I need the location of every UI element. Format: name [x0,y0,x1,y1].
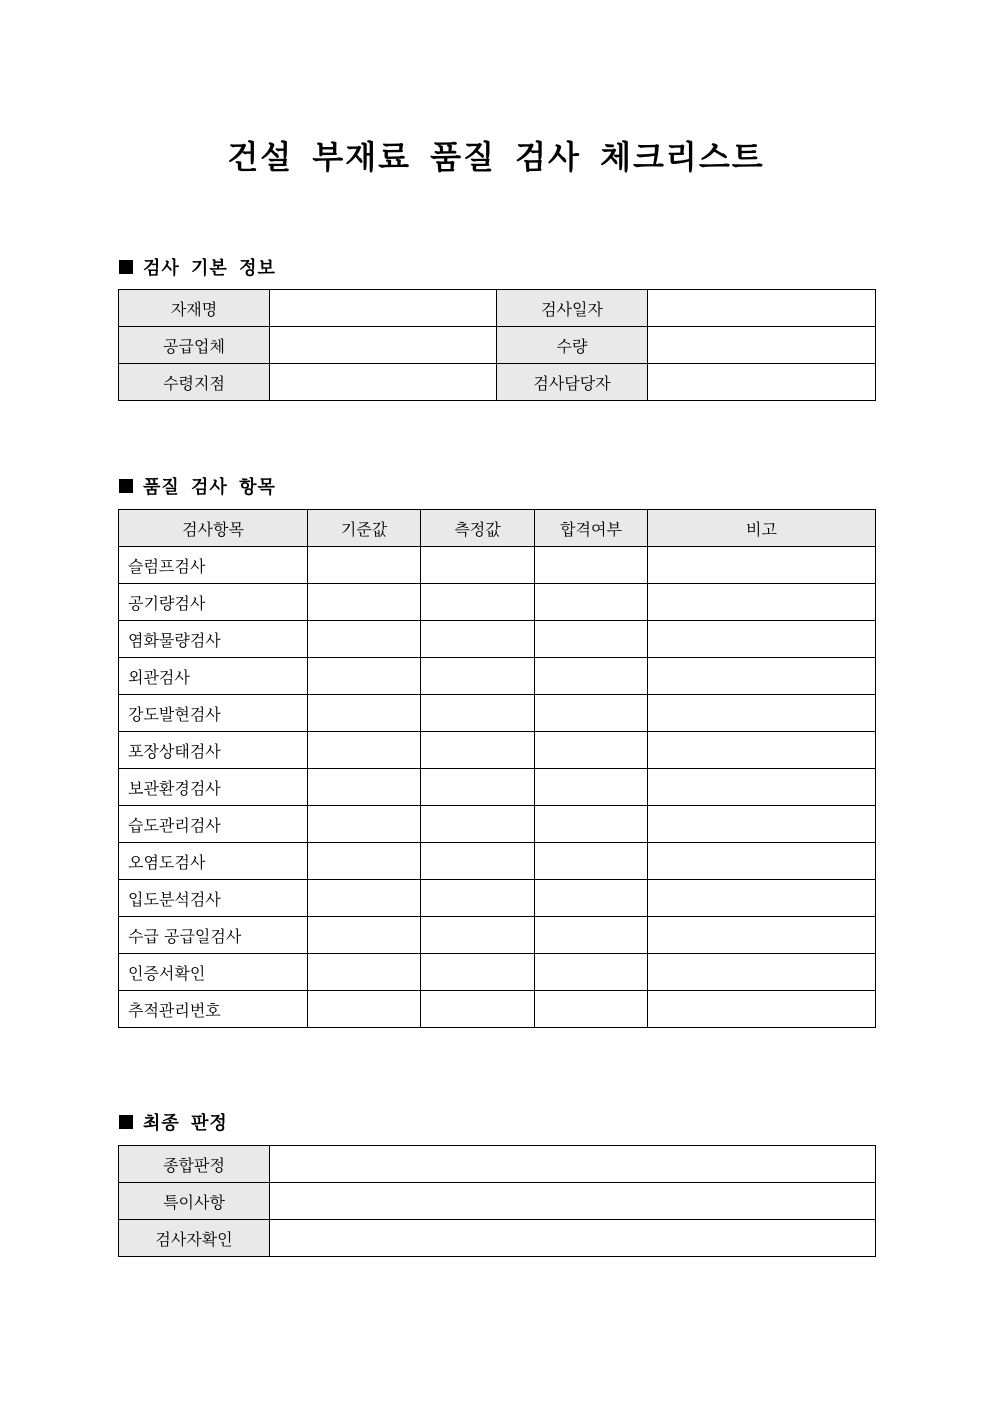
square-bullet-icon [119,260,133,274]
standard-value-cell[interactable] [308,806,421,843]
basic-info-table [118,289,876,401]
pass-fail-cell[interactable] [535,843,648,880]
table-row [119,1220,876,1257]
standard-value-cell[interactable] [308,584,421,621]
pass-fail-cell[interactable] [535,806,648,843]
field-label: 종합판정 [119,1146,270,1183]
note-cell[interactable] [648,991,876,1028]
measured-value-cell[interactable] [421,732,535,769]
table-row [119,954,876,991]
pass-fail-cell[interactable] [535,991,648,1028]
standard-value-cell[interactable] [308,658,421,695]
table-row [119,917,876,954]
pass-fail-cell[interactable] [535,547,648,584]
inspection-item-label: 오염도검사 [119,843,308,880]
inspection-item-label: 공기량검사 [119,584,308,621]
section-heading-label: 최종 판정 [143,1113,228,1134]
table-row [119,991,876,1028]
standard-value-cell[interactable] [308,769,421,806]
square-bullet-icon [119,1115,133,1129]
section-heading-label: 품질 검사 항목 [143,477,276,498]
note-cell[interactable] [648,621,876,658]
measured-value-cell[interactable] [421,954,535,991]
note-cell[interactable] [648,843,876,880]
table-row [119,658,876,695]
table-row [119,732,876,769]
table-row [119,364,876,401]
overall-judgment-field[interactable] [270,1146,876,1183]
field-label: 특이사항 [119,1183,270,1220]
final-judgment-table [118,1145,876,1257]
pass-fail-cell[interactable] [535,621,648,658]
measured-value-cell[interactable] [421,917,535,954]
table-row [119,547,876,584]
standard-value-cell[interactable] [308,917,421,954]
table-row [119,880,876,917]
measured-value-cell[interactable] [421,695,535,732]
table-row [119,843,876,880]
note-cell[interactable] [648,954,876,991]
measured-value-cell[interactable] [421,547,535,584]
inspection-item-label: 슬럼프검사 [119,547,308,584]
material-name-field[interactable] [270,290,497,327]
measured-value-cell[interactable] [421,621,535,658]
supplier-field[interactable] [270,327,497,364]
inspector-field[interactable] [648,364,876,401]
inspection-item-label: 습도관리검사 [119,806,308,843]
note-cell[interactable] [648,917,876,954]
pass-fail-cell[interactable] [535,954,648,991]
note-cell[interactable] [648,695,876,732]
field-label: 자재명 [119,290,270,327]
column-header-item: 검사항목 [119,510,308,547]
column-header-measured: 측정값 [421,510,535,547]
section-heading-final-judgment [119,1109,228,1135]
table-row [119,1146,876,1183]
field-label: 수령지점 [119,364,270,401]
measured-value-cell[interactable] [421,880,535,917]
standard-value-cell[interactable] [308,954,421,991]
field-label: 검사담당자 [497,364,648,401]
pass-fail-cell[interactable] [535,732,648,769]
field-label: 검사일자 [497,290,648,327]
quality-items-table [118,509,876,1028]
inspection-item-label: 인증서확인 [119,954,308,991]
pass-fail-cell[interactable] [535,658,648,695]
table-row [119,1183,876,1220]
table-row [119,806,876,843]
quantity-field[interactable] [648,327,876,364]
measured-value-cell[interactable] [421,806,535,843]
note-cell[interactable] [648,547,876,584]
note-cell[interactable] [648,584,876,621]
standard-value-cell[interactable] [308,732,421,769]
measured-value-cell[interactable] [421,584,535,621]
field-label: 공급업체 [119,327,270,364]
note-cell[interactable] [648,806,876,843]
inspection-item-label: 포장상태검사 [119,732,308,769]
measured-value-cell[interactable] [421,769,535,806]
section-heading-label: 검사 기본 정보 [143,258,276,279]
field-label: 수량 [497,327,648,364]
inspection-item-label: 입도분석검사 [119,880,308,917]
inspection-item-label: 보관환경검사 [119,769,308,806]
measured-value-cell[interactable] [421,658,535,695]
standard-value-cell[interactable] [308,621,421,658]
standard-value-cell[interactable] [308,991,421,1028]
standard-value-cell[interactable] [308,547,421,584]
receiving-point-field[interactable] [270,364,497,401]
table-header-row [119,510,876,547]
table-row [119,327,876,364]
inspection-item-label: 수급 공급일검사 [119,917,308,954]
remarks-field[interactable] [270,1183,876,1220]
section-heading-basic-info [119,254,276,280]
pass-fail-cell[interactable] [535,584,648,621]
note-cell[interactable] [648,769,876,806]
document-title: 건설 부재료 품질 검사 체크리스트 [227,138,765,176]
standard-value-cell[interactable] [308,843,421,880]
standard-value-cell[interactable] [308,880,421,917]
table-row [119,621,876,658]
column-header-note: 비고 [648,510,876,547]
inspection-item-label: 추적관리번호 [119,991,308,1028]
field-label: 검사자확인 [119,1220,270,1257]
table-row [119,584,876,621]
section-heading-quality-items [119,473,276,499]
inspector-confirmation-field[interactable] [270,1220,876,1257]
square-bullet-icon [119,479,133,493]
pass-fail-cell[interactable] [535,880,648,917]
measured-value-cell[interactable] [421,843,535,880]
table-row [119,769,876,806]
note-cell[interactable] [648,732,876,769]
pass-fail-cell[interactable] [535,695,648,732]
table-row [119,290,876,327]
note-cell[interactable] [648,880,876,917]
inspection-item-label: 강도발현검사 [119,695,308,732]
standard-value-cell[interactable] [308,695,421,732]
note-cell[interactable] [648,658,876,695]
inspection-item-label: 외관검사 [119,658,308,695]
column-header-standard: 기준값 [308,510,421,547]
column-header-pass: 합격여부 [535,510,648,547]
pass-fail-cell[interactable] [535,917,648,954]
pass-fail-cell[interactable] [535,769,648,806]
inspection-item-label: 염화물량검사 [119,621,308,658]
table-row [119,695,876,732]
inspection-date-field[interactable] [648,290,876,327]
measured-value-cell[interactable] [421,991,535,1028]
